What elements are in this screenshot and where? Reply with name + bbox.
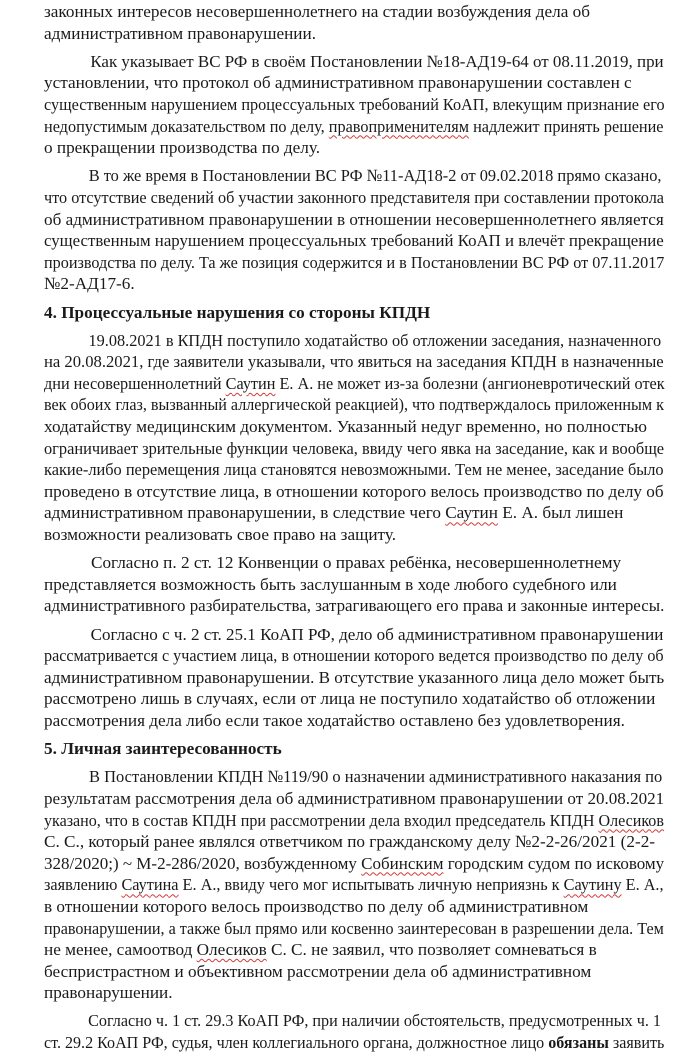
text-line: о прекращении производства по делу. [44,138,321,158]
text-run: Е. А. был лишен [497,503,624,523]
text-line: В Постановлении КПДН №119/90 о назначении административного наказания по [89,767,663,787]
paragraph [44,165,664,295]
text-line: рассмотрения дела либо если такое ходатайство оставлено без удовлетворения. [44,710,625,730]
text-line [44,373,665,395]
text-line: установлении, что протокол об административном правонарушении составлен с [44,73,632,93]
text-line: ограничивает зрительные функции человека, ввиду чего явка на заседание, как и вообще [44,438,665,458]
text-line: какие-либо перемещения лица становятся невозможными. Тем не менее, заседание было [44,460,664,480]
text-line: административного разбирательства, затрагивающего его права и законные интересы. [44,596,665,616]
text-run: Е. А. не может из-за болезни (ангионевротический отек [275,373,665,393]
paragraph [44,552,664,617]
spellcheck-flagged-word[interactable]: правоприменителям [328,116,470,136]
spellcheck-flagged-word[interactable]: Саутина [121,875,179,895]
spellcheck-flagged-word[interactable]: Саутин [445,503,498,523]
paragraph [44,624,664,732]
text-line: в отношении которого велось производство по делу об административном [44,896,589,916]
text-line: административном правонарушении. В отсутствие указанного лица дело может быть [44,667,665,687]
spellcheck-flagged-word[interactable]: Олесиков [196,940,267,960]
text-line: беспристрастном и объективном рассмотрении дела об административном [44,961,592,981]
document-page [44,1,664,1060]
text-line: законных интересов несовершеннолетнего на стадии возбуждения дела об [44,2,590,21]
text-line: век обоих глаз, вызванный аллергической реакцией), что подтверждалось приложенным к [44,395,664,415]
text-line [44,116,664,138]
text-run: административном правонарушении, в следствие чего [44,503,446,523]
text-line [44,502,664,524]
text-line: Согласно ч. 1 ст. 29.3 КоАП РФ, при наличии обстоятельств, предусмотренных ч. 1 [88,1011,661,1031]
text-line: существенным нарушением процессуальных требований КоАП и влечёт прекращение [44,231,664,251]
text-line: 19.08.2021 в КПДН поступило ходатайство об отложении заседания, назначенного [88,330,662,350]
text-line: ходатайству медицинским документом. Указанный недуг временно, но полностью [44,417,647,437]
text-line: С. С., который ранее являлся ответчиком по гражданскому делу №2-2-26/2021 (2-2- [44,832,656,852]
section-heading [44,738,664,760]
text-run: указано, что в состав КПДН при рассмотрении дела входил председатель КПДН [44,810,599,830]
text-run: С. С. не заявил, что позволяет сомневаться в [266,940,597,960]
section-5-heading: 5. Личная заинтересованность [44,739,282,759]
text-line: Как указывает ВС РФ в своём Постановлении №18-АД19-64 от 08.11.2019, при [90,51,664,71]
spellcheck-flagged-word[interactable]: Саутину [563,875,622,895]
text-line [44,810,664,832]
text-run: надлежит принять решение [469,116,664,136]
spellcheck-flagged-word[interactable]: Саутин [225,373,276,393]
text-line: административном правонарушении. [44,23,316,43]
text-run: недопустимым доказательством по делу, [44,116,329,136]
spellcheck-flagged-word[interactable]: Олесиков [598,810,664,830]
text-line: правонарушении, а также был прямо или косвенно заинтересован в разрешении дела. Тем [44,918,664,938]
text-run: дни несовершеннолетний [44,373,226,393]
emphasized-word: обязаны [548,1033,609,1053]
text-run: заявить [608,1033,665,1053]
text-line [44,1032,665,1054]
text-line [44,853,665,875]
text-line: правонарушении. [44,983,173,1003]
spellcheck-flagged-word[interactable]: Собинским [361,853,444,873]
text-run: городским судом по исковому [443,853,665,873]
text-line [44,939,664,961]
text-run: заявлению [44,875,122,895]
text-line: производства по делу. Та же позиция содержится и в Постановлении ВС РФ от 07.11.2017 [44,252,665,272]
text-line: об административном правонарушении в отношении несовершеннолетнего является [44,209,664,229]
paragraph [44,51,664,159]
paragraph [44,766,664,1004]
section-4-heading: 4. Процессуальные нарушения со стороны КПДН [44,302,431,322]
text-line: №2-АД17-6. [44,274,135,294]
text-line: рассмотрено лишь в случаях, если от лица не поступило ходатайство об отложении [44,689,656,709]
text-line: что отсутствие сведений об участии законного представителя при составлении протокола [44,187,665,207]
text-line: Согласно п. 2 ст. 12 Конвенции о правах ребёнка, несовершеннолетнему [91,553,622,573]
text-line: проведено в отсутствие лица, в отношении которого велось производство по делу об [44,481,664,501]
text-run: ст. 29.2 КоАП РФ, судья, член коллегиального органа, должностное лицо [44,1033,549,1053]
paragraph [44,1010,664,1053]
text-line: существенным нарушением процессуальных требований КоАП, влекущим признание его [44,94,665,114]
text-line: В то же время в Постановлении ВС РФ №11-АД18-2 от 09.02.2018 прямо сказано, [88,166,662,186]
text-run: 328/2020;) ~ М-2-286/2020, возбужденному [44,853,362,873]
section-heading [44,302,664,324]
text-run: Е. А., ввиду чего мог испытывать личную неприязнь к [178,875,564,895]
text-line: рассматривается с участием лица, в отношении которого ведется производство по делу об [44,646,664,666]
text-line [44,874,664,896]
text-line: представляется возможность быть заслушанным в ходе любого судебного или [44,574,617,594]
text-line: результатам рассмотрения дела об административном правонарушении от 20.08.2021 [44,788,665,808]
text-line: на 20.08.2021, где заявители указывали, что явиться на заседания КПДН в назначенные [44,352,664,372]
text-run: не менее, самоотвод [44,940,197,960]
paragraph [44,330,664,546]
text-line: возможности реализовать свое право на защиту. [44,525,396,545]
paragraph [44,1,664,44]
text-run: Е. А., [621,875,664,895]
text-line: Согласно с ч. 2 ст. 25.1 КоАП РФ, дело об административном правонарушении [90,624,664,644]
